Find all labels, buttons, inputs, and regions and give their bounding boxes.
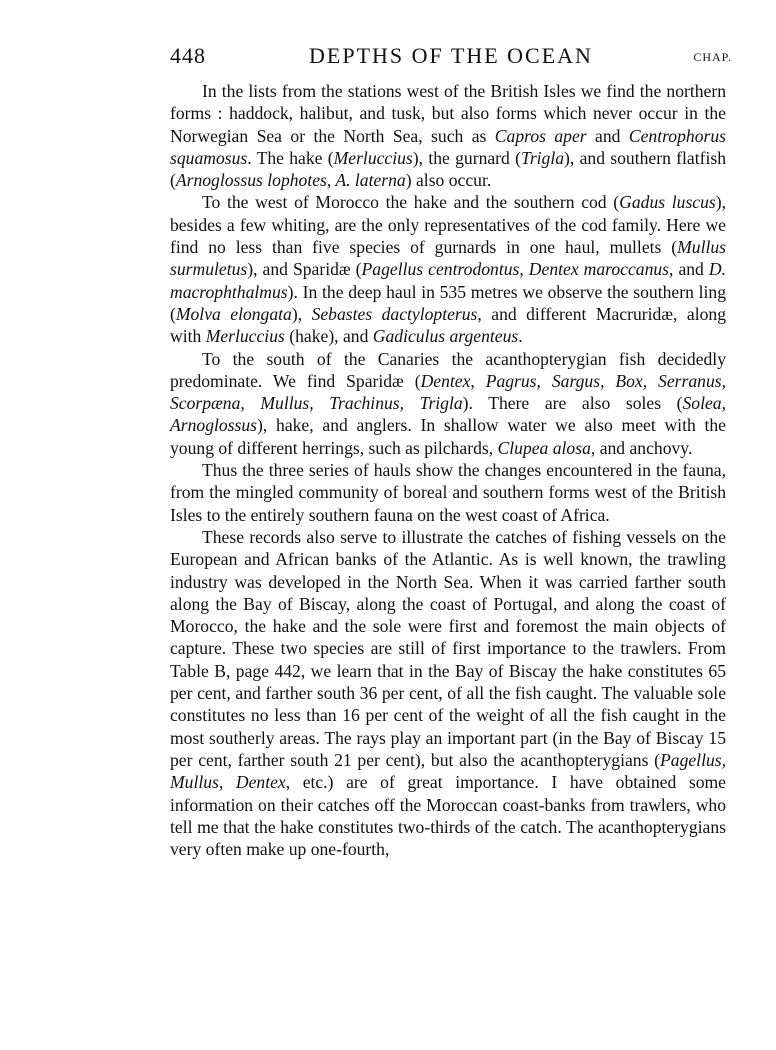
text-run: To the south of the Canaries the acanthopterygian fish decidedly predominate. We find Sparidæ ( — [170, 348, 726, 391]
italic-run: D. macrophthalmus — [170, 259, 727, 302]
chapter-abbrev: CHAP. — [693, 50, 732, 64]
text-run: , etc.) are of great importance. I have obtained some information on their catches off the Moroccan coast-banks from trawlers, who tell me that the hake constitutes two-thirds of the catch. The acanthopterygians very often make up one-fourth, — [170, 772, 726, 860]
italic-run: Gadiculus argenteus — [372, 326, 519, 347]
text-run: These records also serve to illustrate the catches of fishing vessels on the European and African banks of the Atlantic. As is well known, the trawling industry was developed in the North Sea. When it was carried farther south along the Bay of Biscay, along the coast of Portugal, and along the coast of Morocco, the hake and the sole were first and foremost the main objects of capture. These two species are still of first importance to the trawlers. From Table B, page 442, we learn that in the Bay of Biscay the hake constitutes 65 per cent, and farther south 36 per cent, of all the fish caught. The valuable sole constitutes no less than 16 per cent of the weight of all the fish caught in the most southerly areas. The rays play an important part (in the Bay of Biscay 15 per cent, farther south 21 per cent), but also the acanthopterygians ( — [170, 526, 726, 770]
italic-run: Pagellus, Mullus, Dentex — [170, 749, 726, 793]
italic-run: Trigla — [521, 147, 565, 168]
text-run: . — [518, 326, 523, 347]
paragraph — [170, 191, 726, 347]
italic-run: Merluccius — [333, 147, 413, 168]
text-run: (hake), and — [284, 326, 373, 347]
paragraph — [170, 348, 726, 459]
text-run: , and anchovy. — [590, 437, 693, 458]
italic-run: Gadus luscus — [619, 192, 716, 213]
text-run: To the west of Morocco the hake and the southern cod ( — [202, 192, 620, 213]
italic-run: Arnoglossus lophotes, A. laterna — [175, 170, 406, 191]
text-run: ), besides a few whiting, are the only representatives of the cod family. Here we find no less than five species of gurnards in one haul, mullets ( — [170, 192, 727, 258]
page-number: 448 — [170, 43, 206, 68]
text-run: ) also occur. — [405, 170, 492, 191]
italic-run: Solea, Arnoglossus — [170, 393, 726, 436]
text-run: . The hake ( — [247, 147, 334, 168]
text-run: ), hake, and anglers. In shallow water we also meet with the young of different herrings, such as pilchards, — [170, 415, 726, 458]
text-run: ), the gurnard ( — [412, 147, 521, 168]
text-run: In the lists from the stations west of the British Isles we find the northern forms : haddock, halibut, and tusk, but also forms which never occur in the Norwegian Sea or the North Sea, such as — [170, 81, 726, 146]
text-run: ), and Sparidæ ( — [247, 259, 362, 280]
text-run: , and — [669, 259, 709, 280]
text-run: ), — [291, 303, 312, 324]
italic-run: Capros aper — [494, 125, 587, 146]
paragraph — [170, 526, 726, 860]
text-run: , and different Macruridæ, along with — [170, 303, 726, 347]
italic-run: Molva elongata — [175, 303, 292, 324]
italic-run: Mullus surmuletus — [170, 237, 726, 280]
paragraph — [170, 80, 726, 191]
paragraph — [170, 459, 726, 526]
text-run: ). In the deep haul in 535 metres we observe the southern ling ( — [170, 281, 726, 324]
text-run: ). There are also soles ( — [462, 393, 683, 414]
text-run: ), and southern flatfish ( — [170, 147, 726, 191]
body-text — [170, 80, 726, 860]
italic-run: Pagellus centrodontus, Dentex maroccanus — [361, 259, 670, 280]
italic-run: Dentex, Pagrus, Sargus, Box, Serranus, Scorpæna, Mullus, Trachinus, Trigla — [170, 370, 726, 414]
text-run: Thus the three series of hauls show the changes encountered in the fauna, from the mingled community of boreal and southern forms west of the British Isles to the entirely southern fauna on the west coast of Africa. — [170, 460, 726, 525]
italic-run: Sebastes dactylopterus — [311, 303, 478, 324]
italic-run: Clupea alosa — [497, 437, 591, 458]
running-title: DEPTHS OF THE OCEAN — [309, 43, 593, 68]
italic-run: Merluccius — [205, 326, 285, 347]
running-header — [170, 43, 732, 75]
italic-run: Centrophorus squamosus — [170, 125, 726, 168]
text-run: and — [586, 125, 629, 146]
